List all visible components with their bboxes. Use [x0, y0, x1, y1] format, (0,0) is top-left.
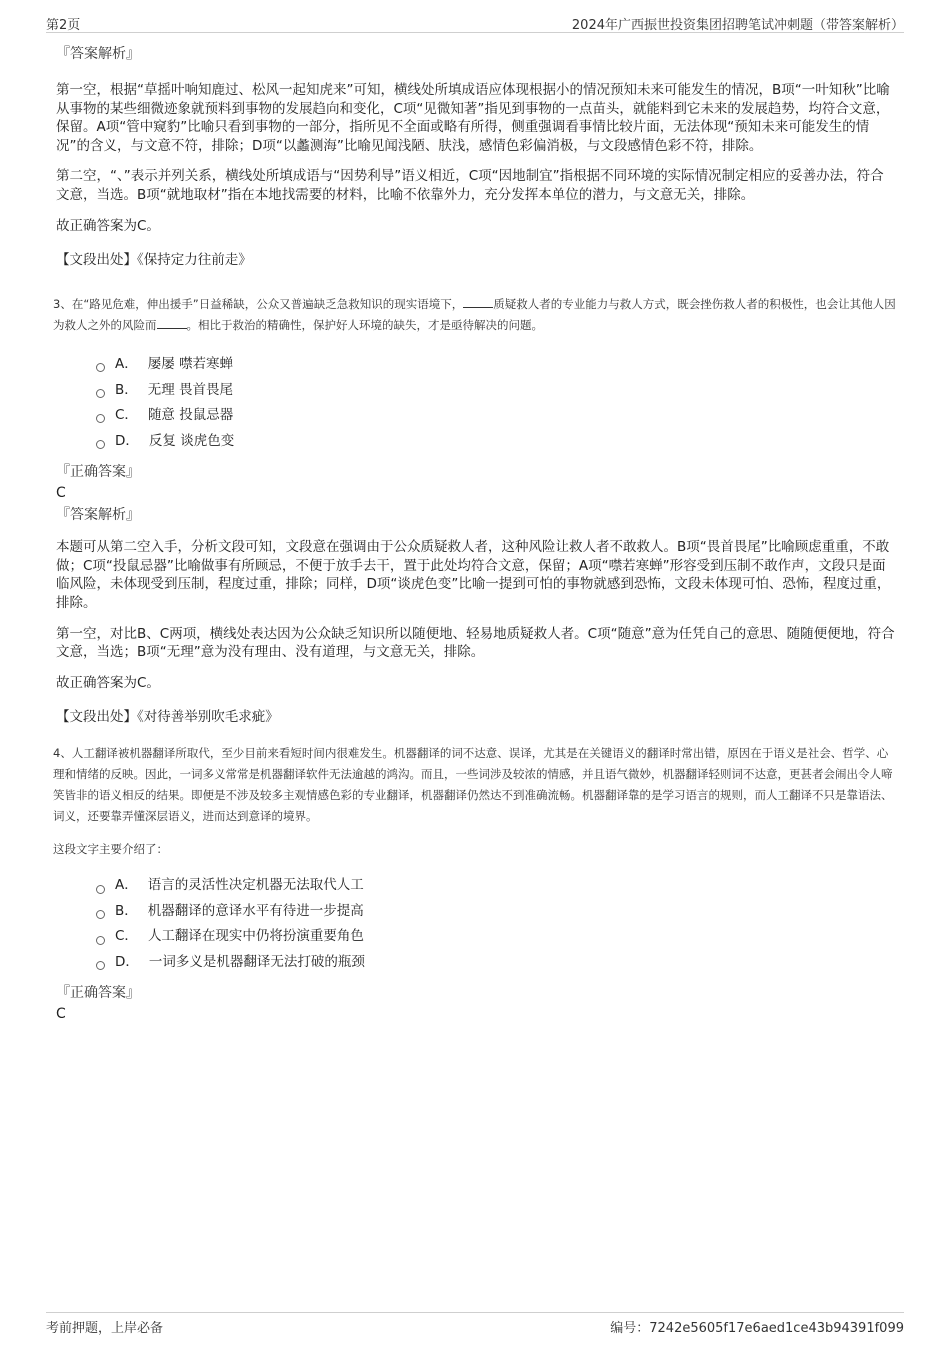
q3-option-d[interactable]: D． 反复 谈虎色变: [96, 429, 896, 455]
q3-text-a: 3、在“路见危难，伸出援手”日益稀缺，公众又普遍缺乏急救知识的现实语境下，: [53, 297, 464, 312]
q4-correct-label: 『正确答案』: [56, 985, 140, 1002]
radio-icon[interactable]: [96, 885, 105, 894]
radio-icon[interactable]: [96, 363, 105, 372]
page-content: [53, 44, 896, 1023]
footer-slogan: 考前押题，上岸必备: [46, 1321, 164, 1336]
q2-conclusion: 故正确答案为C。: [56, 217, 160, 234]
q4-prompt: 这段文字主要介绍了：: [53, 842, 168, 857]
q2-analysis-label: 『答案解析』: [56, 46, 140, 62]
page-number: 第2页: [46, 18, 81, 33]
q3-options: [96, 352, 896, 454]
q3-option-b[interactable]: B． 无理 畏首畏尾: [96, 378, 896, 404]
q4-correct-answer: C: [56, 1006, 66, 1023]
blank-line: [463, 295, 493, 308]
q3-analysis-label: 『答案解析』: [56, 507, 140, 524]
q3-source: 【文段出处】《对待善举别吹毛求疵》: [56, 709, 279, 726]
q3-option-c[interactable]: C． 随意 投鼠忌器: [96, 403, 896, 429]
q4-option-a[interactable]: A． 语言的灵活性决定机器无法取代人工: [96, 873, 896, 899]
q2-analysis-paragraph-1: 第一空，根据“草摇叶响知鹿过、松风一起知虎来”可知，横线处所填成语应体现根据小的情况预知未来可能发生的情况，B项“一叶知秋”比喻从事物的某些细微迹象就预料到事物的发展趋向和变化，C项“见微知著”指见到事物的一点苗头，就能料到它未来的发展趋势，均符合文意，保留。A项“管中窥豹”比喻只看到事物的一部分，指所见不全面或略有所得，侧重强调看事情比较片面，无法体现“预知未来可能发生的情况”的含义，与文意不符，排除；D项“以蠡测海”比喻见闻浅陋、肤浅，感情色彩偏消极，与文段感情色彩不符，排除。: [56, 82, 890, 154]
q3-text-b: 质疑救人者的专业能力与救人方式，既会挫伤救人者的积极性，也会让其他人因为救人之外的风险而: [53, 297, 896, 333]
radio-icon[interactable]: [96, 414, 105, 423]
q3-analysis-paragraph-1: 本题可从第二空入手，分析文段可知，文段意在强调由于公众质疑救人者，这种风险让救人者不敢救人。B项“畏首畏尾”比喻顾虑重重，不敢做；C项“投鼠忌器”比喻做事有所顾忌，不便于放手去干，置于此处均符合文意，保留；A项“噤若寒蝉”形容受到压制不敢作声，文段只是面临风险，未体现受到压制，程度过重，排除；同样，D项“谈虎色变”比喻一提到可怕的事物就感到恐怖，文段未体现可怕、恐怖，程度过重，排除。: [56, 539, 891, 611]
q4-options: [96, 873, 896, 975]
q2-source: 【文段出处】《保持定力往前走》: [56, 252, 252, 269]
radio-icon[interactable]: [96, 389, 105, 398]
document-id: 编号：7242e5605f17e6aed1ce43b94391f099: [610, 1321, 904, 1336]
q4-option-c[interactable]: C． 人工翻译在现实中仍将扮演重要角色: [96, 924, 896, 950]
q4-option-d[interactable]: D． 一词多义是机器翻译无法打破的瓶颈: [96, 950, 896, 976]
page-header: [46, 12, 904, 33]
q4-option-b[interactable]: B． 机器翻译的意译水平有待进一步提高: [96, 899, 896, 925]
q3-analysis-paragraph-2: 第一空，对比B、C两项，横线处表达因为公众缺乏知识所以随便地、轻易地质疑救人者。C项“随意”意为任凭自己的意思、随随便便地，符合文意，当选；B项“无理”意为没有理由、没有道理，与文意无关，排除。: [56, 625, 895, 661]
q3-correct-label: 『正确答案』: [56, 464, 140, 481]
radio-icon[interactable]: [96, 936, 105, 945]
blank-line: [157, 316, 187, 329]
radio-icon[interactable]: [96, 961, 105, 970]
q2-analysis-paragraph-2: 第二空，“、”表示并列关系，横线处所填成语与“因势利导”语义相近，C项“因地制宜”指根据不同环境的实际情况制定相应的妥善办法，符合文意，当选。B项“就地取材”指在本地找需要的材料，比喻不依靠外力，充分发挥本单位的潜力，与文意无关，排除。: [56, 168, 884, 203]
q3-conclusion: 故正确答案为C。: [56, 674, 160, 691]
document-title: 2024年广西振世投资集团招聘笔试冲刺题（带答案解析）: [571, 18, 904, 33]
q3-option-a[interactable]: A． 屡屡 噤若寒蝉: [96, 352, 896, 378]
q3-question: [53, 294, 896, 336]
radio-icon[interactable]: [96, 910, 105, 919]
q3-correct-answer: C: [56, 485, 66, 502]
q4-question: 4、人工翻译被机器翻译所取代，至少目前来看短时间内很难发生。机器翻译的词不达意、误译，尤其是在关键语义的翻译时常出错，原因在于语义是社会、哲学、心理和情绪的反映。因此，一词多义常常是机器翻译软件无法逾越的鸿沟。而且，一些词涉及较浓的情感，并且语气微妙，机器翻译轻则词不达意，更甚者会闹出令人啼笑皆非的语义相反的结果。即便是不涉及较多主观情感色彩的专业翻译，机器翻译仍然达不到准确流畅。机器翻译靠的是学习语言的规则，而人工翻译不只是靠语法、词义，还要靠弄懂深层语义，进而达到意译的境界。: [53, 746, 893, 824]
page-footer: [46, 1312, 904, 1335]
radio-icon[interactable]: [96, 440, 105, 449]
q3-text-c: 。相比于救治的精确性，保护好人环境的缺失，才是亟待解决的问题。: [186, 318, 543, 333]
